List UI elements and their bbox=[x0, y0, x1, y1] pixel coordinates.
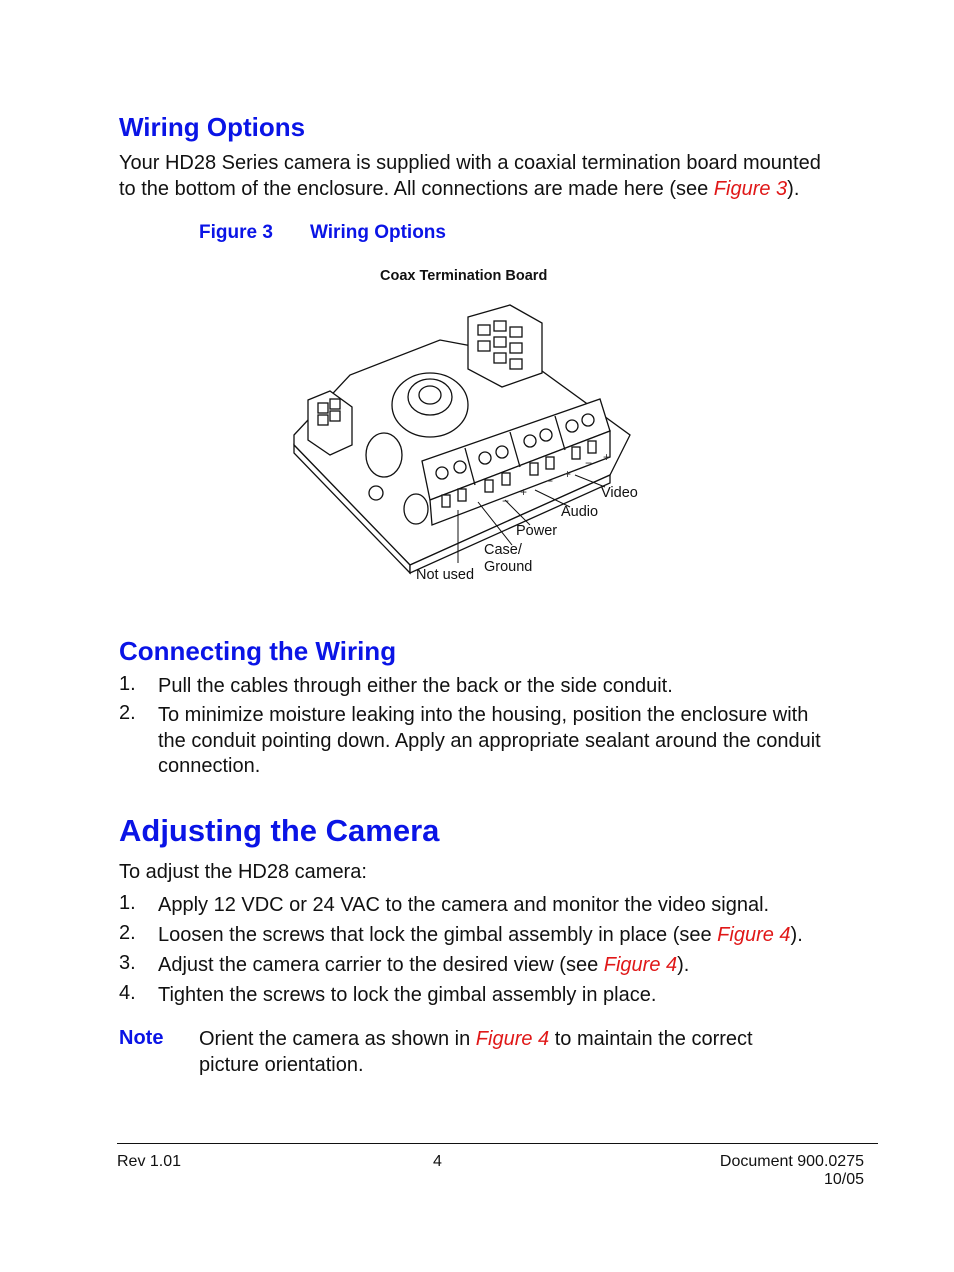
step-number: 1. bbox=[119, 892, 136, 914]
step-number: 4. bbox=[119, 982, 136, 1004]
text-run: ). bbox=[790, 924, 803, 946]
section-heading-adjusting-camera: Adjusting the Camera bbox=[119, 813, 440, 848]
step-number: 2. bbox=[119, 922, 136, 944]
figure-4-link[interactable]: Figure 4 bbox=[717, 924, 791, 946]
wiring-options-paragraph-line-1: Your HD28 Series camera is supplied with a coaxial termination board mounted bbox=[119, 152, 821, 174]
adjusting-intro: To adjust the HD28 camera: bbox=[119, 861, 367, 883]
text-run: ). bbox=[677, 954, 690, 976]
board-title: Coax Termination Board bbox=[380, 268, 548, 284]
figure-title: Wiring Options bbox=[310, 222, 446, 243]
footer-page-number: 4 bbox=[433, 1153, 442, 1170]
adjusting-step-2 bbox=[158, 922, 878, 948]
figure-3-link[interactable]: Figure 3 bbox=[713, 178, 788, 200]
adjusting-step-3 bbox=[158, 952, 878, 978]
svg-text:−: − bbox=[502, 494, 510, 508]
text-run: to maintain the correct bbox=[549, 1028, 753, 1050]
text-run: ). bbox=[787, 178, 800, 200]
figure-4-link[interactable]: Figure 4 bbox=[603, 954, 678, 976]
footer-divider bbox=[117, 1143, 878, 1144]
label-case: Case/ bbox=[484, 542, 522, 558]
svg-text:−: − bbox=[546, 474, 554, 488]
note-text-line-2: picture orientation. bbox=[199, 1054, 364, 1076]
connecting-step-2-line-1: To minimize moisture leaking into the housing, position the enclosure with bbox=[158, 704, 809, 726]
footer-date: 10/05 bbox=[823, 1171, 864, 1188]
footer-revision: Rev 1.01 bbox=[117, 1153, 182, 1170]
label-not-used: Not used bbox=[416, 567, 475, 583]
wiring-options-paragraph-line-2 bbox=[119, 176, 799, 202]
connecting-step-2-line-3: connection. bbox=[158, 755, 261, 777]
text-run: to the bottom of the enclosure. All connections are made here (see bbox=[119, 178, 714, 200]
text-run: Orient the camera as shown in bbox=[199, 1028, 476, 1050]
coax-termination-board-illustration bbox=[280, 295, 660, 595]
step-number: 2. bbox=[119, 702, 136, 724]
note-text-line-1 bbox=[199, 1026, 753, 1052]
step-number: 3. bbox=[119, 952, 136, 974]
svg-text:+: + bbox=[603, 450, 611, 464]
svg-text:−: − bbox=[585, 456, 593, 470]
label-audio: Audio bbox=[561, 504, 599, 520]
connecting-step-1: Pull the cables through either the back or the side conduit. bbox=[158, 675, 673, 697]
figure-4-link[interactable]: Figure 4 bbox=[475, 1028, 550, 1050]
label-power: Power bbox=[516, 523, 558, 539]
note-label: Note bbox=[119, 1027, 164, 1049]
section-heading-wiring-options: Wiring Options bbox=[119, 112, 306, 142]
figure-number: Figure 3 bbox=[199, 222, 273, 243]
adjusting-step-4: Tighten the screws to lock the gimbal assembly in place. bbox=[158, 984, 657, 1006]
connecting-step-2-line-2: the conduit pointing down. Apply an appropriate sealant around the conduit bbox=[158, 730, 821, 752]
footer-document-number: Document 900.0275 bbox=[719, 1153, 864, 1170]
label-video: Video bbox=[601, 485, 638, 501]
text-run: Loosen the screws that lock the gimbal assembly in place (see bbox=[158, 924, 718, 946]
text-run: Adjust the camera carrier to the desired view (see bbox=[158, 954, 604, 976]
adjusting-step-1: Apply 12 VDC or 24 VAC to the camera and monitor the video signal. bbox=[158, 894, 770, 916]
step-number: 1. bbox=[119, 673, 136, 695]
svg-text:+: + bbox=[520, 485, 528, 499]
label-ground: Ground bbox=[484, 559, 533, 575]
svg-text:+: + bbox=[564, 467, 572, 481]
section-heading-connecting-wiring: Connecting the Wiring bbox=[119, 636, 397, 666]
